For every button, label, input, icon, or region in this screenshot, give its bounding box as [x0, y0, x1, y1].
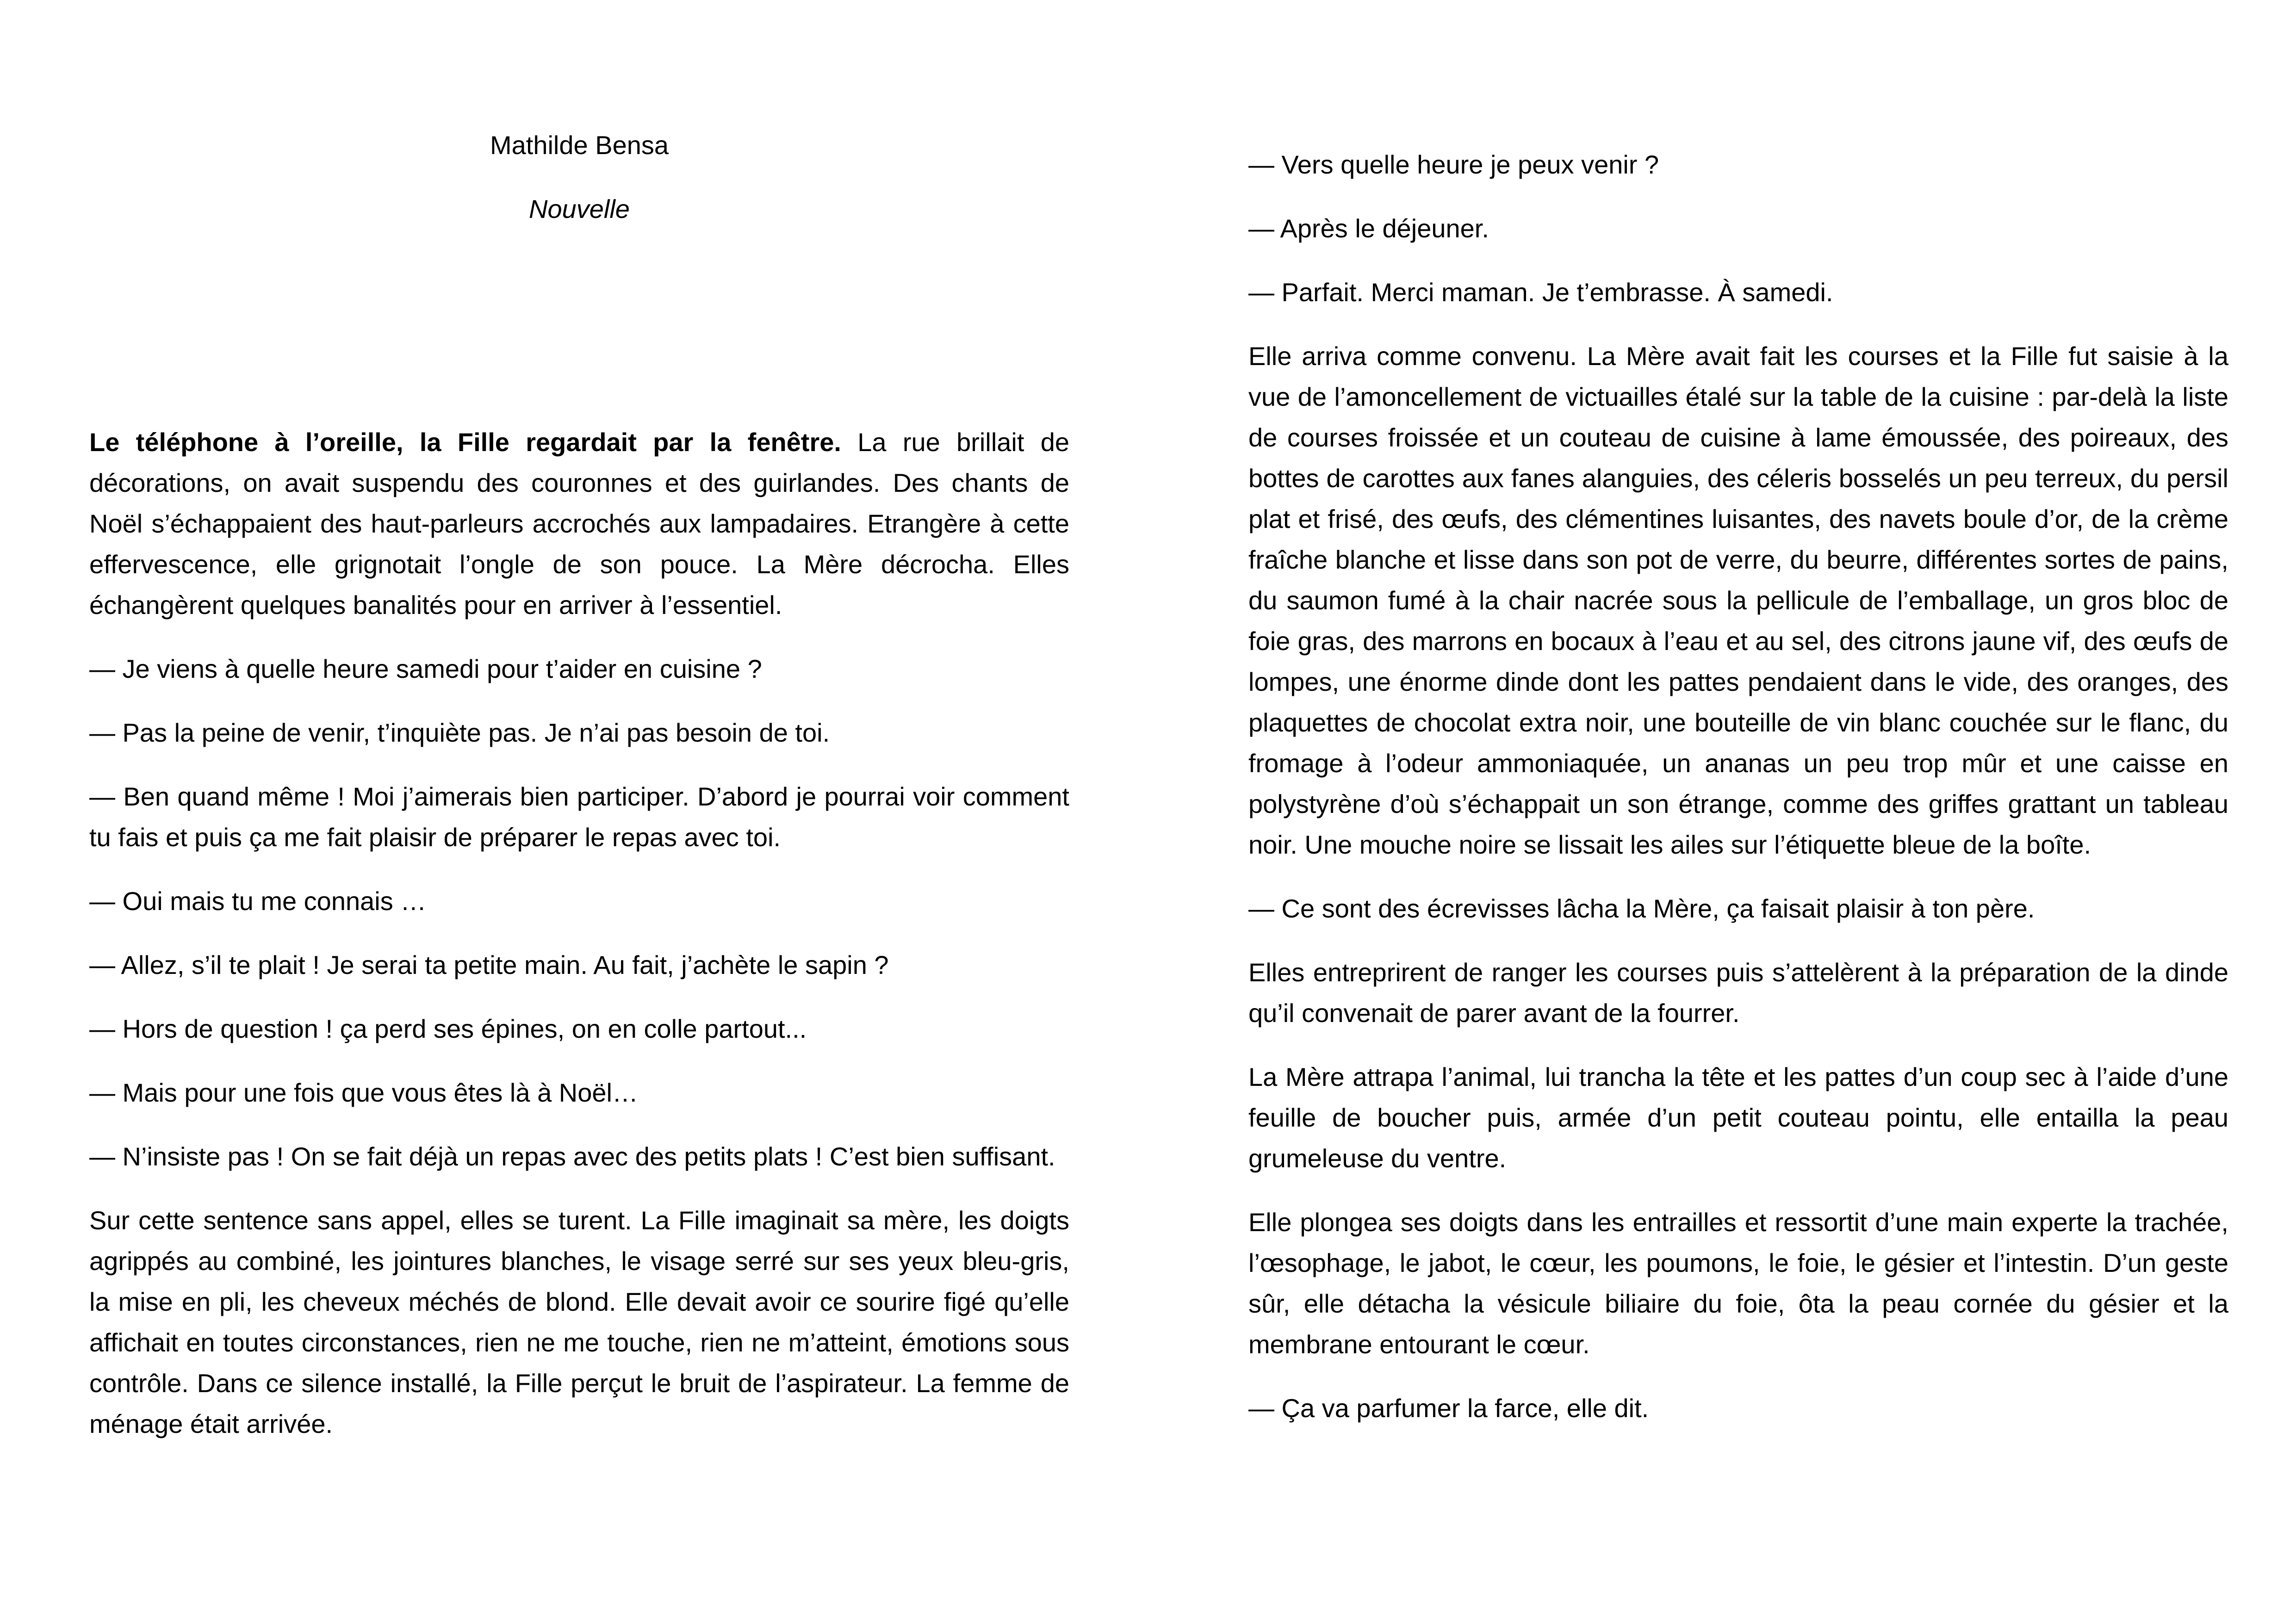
- right-column-body: [1248, 144, 2228, 1452]
- dialogue-line: — Ça va parfumer la farce, elle dit.: [1248, 1394, 1649, 1423]
- dialogue-line: — Parfait. Merci maman. Je t’embrasse. À samedi.: [1248, 278, 1833, 307]
- opening-lead-sentence: Le téléphone à l’oreille, la Fille regardait par la fenêtre.: [89, 427, 841, 457]
- narrative-paragraph: Elle plongea ses doigts dans les entrailles et ressortit d’une main experte la trachée, l’œsophage, le jabot, le cœur, les poumons, le foie, le gésier et l’intestin. D’un geste sûr, elle détacha la vésicule biliaire du foie, ôta la peau cornée du gésier et la membrane entourant le cœur.: [1248, 1208, 2228, 1359]
- narrative-paragraph: Elle arriva comme convenu. La Mère avait fait les courses et la Fille fut saisie à la vue de l’amoncellement de victuailles étalé sur la table de la cuisine : par-delà la liste de courses froissée et un couteau de cuisine à lame émoussée, des poireaux, des bottes de carottes aux fanes alanguies, des céleris bosselés un peu terreux, du persil plat et frisé, des œufs, des clémentines luisantes, des navets boule d’or, de la crème fraîche blanche et lisse dans son pot de verre, du beurre, différentes sortes de pains, du saumon fumé à la chair nacrée sous la pellicule de l’emballage, un gros bloc de foie gras, des marrons en bocaux à l’eau et au sel, des citrons jaune vif, des œufs de lompes, une énorme dinde dont les pattes pendaient dans le vide, des oranges, des plaquettes de chocolat extra noir, une bouteille de vin blanc couchée sur le flanc, du fromage à l’odeur ammoniaquée, un ananas un peu trop mûr et une caisse en polystyrène d’où s’échappait un son étrange, comme des griffes grattant un tableau noir. Une mouche noire se lissait les ailes sur l’étiquette bleue de la boîte.: [1248, 341, 2228, 859]
- dialogue-line: — Allez, s’il te plait ! Je serai ta petite main. Au fait, j’achète le sapin ?: [89, 950, 889, 979]
- genre-label: Nouvelle: [529, 194, 630, 223]
- narrative-paragraph: Elles entreprirent de ranger les courses puis s’attelèrent à la préparation de la dinde qu’il convenait de parer avant de la fourrer.: [1248, 958, 2228, 1028]
- author-name: Mathilde Bensa: [490, 130, 669, 160]
- dialogue-line: — Mais pour une fois que vous êtes là à Noël…: [89, 1078, 638, 1107]
- dialogue-line: — Après le déjeuner.: [1248, 214, 1489, 243]
- left-column-body: [89, 422, 1069, 1468]
- dialogue-line: — Ben quand même ! Moi j’aimerais bien participer. D’abord je pourrai voir comment tu fais et puis ça me fait plaisir de préparer le repas avec toi.: [89, 782, 1069, 852]
- dialogue-line: — Vers quelle heure je peux venir ?: [1248, 150, 1659, 179]
- opening-paragraph-rest: La rue brillait de décorations, on avait suspendu des couronnes et des guirlandes. Des chants de Noël s’échappaient des haut-parleurs accrochés aux lampadaires. Etrangère à cette effervescence, elle grignotait l’ongle de son pouce. La Mère décrocha. Elles échangèrent quelques banalités pour en arriver à l’essentiel.: [89, 427, 1070, 619]
- dialogue-line: — Je viens à quelle heure samedi pour t’aider en cuisine ?: [89, 654, 762, 683]
- dialogue-line: — Hors de question ! ça perd ses épines, on en colle partout...: [89, 1014, 807, 1043]
- narrative-paragraph: La Mère attrapa l’animal, lui trancha la tête et les pattes d’un coup sec à l’aide d’une feuille de boucher puis, armée d’un petit couteau pointu, elle entailla la peau grumeleuse du ventre.: [1248, 1062, 2228, 1173]
- dialogue-line: — Oui mais tu me connais …: [89, 886, 427, 916]
- dialogue-line: — Ce sont des écrevisses lâcha la Mère, ça faisait plaisir à ton père.: [1248, 894, 2035, 923]
- narrative-paragraph: Sur cette sentence sans appel, elles se turent. La Fille imaginait sa mère, les doigts agrippés au combiné, les jointures blanches, le visage serré sur ses yeux bleu-gris, la mise en pli, les cheveux méchés de blond. Elle devait avoir ce sourire figé qu’elle affichait en toutes circonstances, rien ne me touche, rien ne m’atteint, émotions sous contrôle. Dans ce silence installé, la Fille perçut le bruit de l’aspirateur. La femme de ménage était arrivée.: [89, 1206, 1069, 1438]
- dialogue-line: — Pas la peine de venir, t’inquiète pas. Je n’ai pas besoin de toi.: [89, 718, 830, 747]
- dialogue-line: — N’insiste pas ! On se fait déjà un repas avec des petits plats ! C’est bien suffisant.: [89, 1142, 1055, 1171]
- opening-paragraph: [89, 422, 1069, 626]
